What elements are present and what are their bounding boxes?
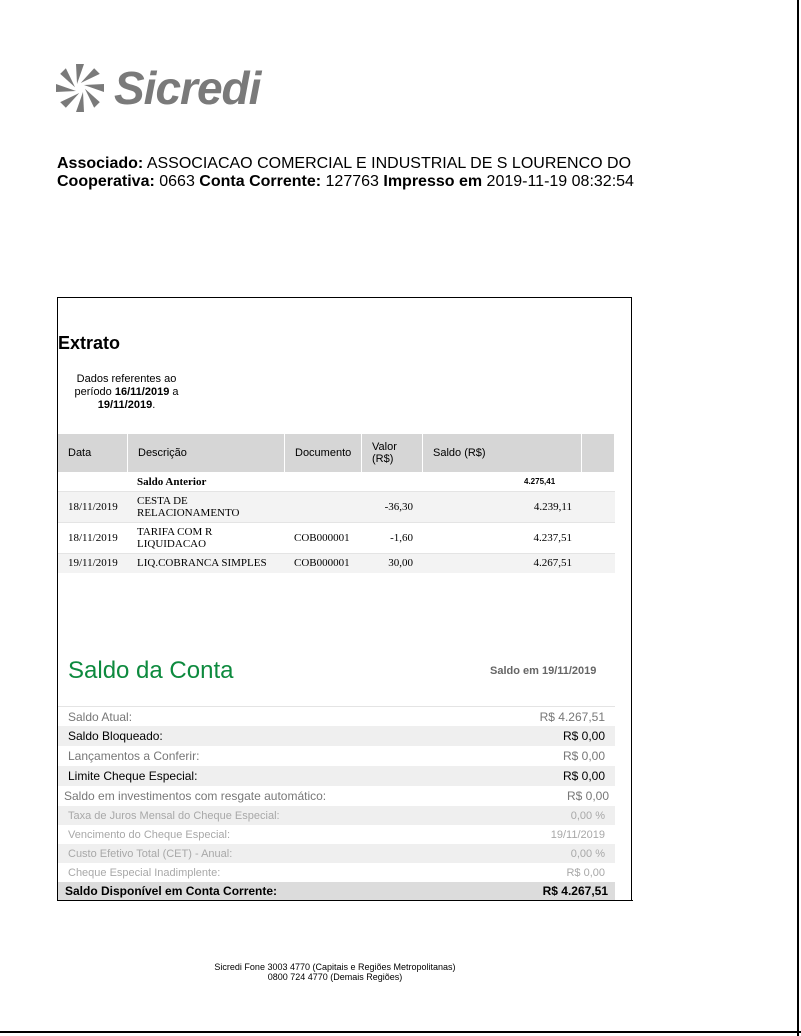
row-valor: -1,60 <box>390 532 413 544</box>
summary-label: Saldo em investimentos com resgate automático: <box>64 789 327 803</box>
saldo-anterior-label: Saldo Anterior <box>137 476 207 488</box>
summary-row <box>58 746 615 766</box>
impresso-label: Impresso em <box>383 173 483 190</box>
summary-value: 0,00 % <box>570 847 605 860</box>
summary-label: Custo Efetivo Total (CET) - Anual: <box>68 847 233 860</box>
summary-row <box>58 726 615 746</box>
page-border-right <box>797 0 799 1036</box>
row-documento: COB000001 <box>294 557 350 569</box>
summary-label: Vencimento do Cheque Especial: <box>68 828 231 841</box>
summary-row-total <box>58 882 615 900</box>
account-info <box>57 155 634 191</box>
header-saldo: Saldo (R$) <box>423 434 582 472</box>
summary-label: Saldo Disponível em Conta Corrente: <box>65 884 278 898</box>
associado-label: Associado: <box>57 155 144 172</box>
sicredi-pinwheel-icon <box>56 62 104 114</box>
periodo-end: . <box>152 399 156 411</box>
header-data: Data <box>58 434 128 472</box>
cooperativa-value: 0663 <box>159 173 195 190</box>
periodo-from: 16/11/2019 <box>114 386 170 398</box>
footer-line-2: 0800 724 4770 (Demais Regiões) <box>267 972 403 982</box>
cooperativa-label: Cooperativa: <box>57 173 155 190</box>
row-saldo: 4.267,51 <box>533 557 572 569</box>
impresso-value: 2019-11-19 08:32:54 <box>486 173 634 190</box>
periodo-to: 19/11/2019 <box>97 399 153 411</box>
table-row-saldo-anterior <box>58 473 615 491</box>
row-descricao: CESTA DE RELACIONAMENTO <box>137 495 240 519</box>
row-valor: 30,00 <box>388 557 413 569</box>
summary-label: Taxa de Juros Mensal do Cheque Especial: <box>68 809 280 822</box>
summary-row <box>58 766 615 786</box>
conta-value: 127763 <box>325 173 379 190</box>
extrato-title: Extrato <box>58 333 121 353</box>
cooperativa-line <box>57 173 634 191</box>
summary-label: Saldo Bloqueado: <box>68 729 163 743</box>
footer-line-1: Sicredi Fone 3003 4770 (Capitais e Regiões Metropolitanas) <box>214 962 456 972</box>
summary-row <box>58 806 615 825</box>
table-row <box>58 523 615 553</box>
saldo-conta-title: Saldo da Conta <box>68 657 234 684</box>
summary-value: 0,00 % <box>570 809 605 822</box>
header-documento: Documento <box>285 434 362 472</box>
saldo-anterior-value: 4.275,41 <box>524 477 556 486</box>
conta-label: Conta Corrente: <box>199 173 322 190</box>
summary-label: Cheque Especial Inadimplente: <box>68 866 221 879</box>
row-documento: COB000001 <box>294 532 350 544</box>
brand-name: Sicredi <box>114 62 261 114</box>
summary-value: R$ 0,00 <box>562 729 605 743</box>
row-data: 19/11/2019 <box>68 557 118 569</box>
footer-contact <box>180 962 490 982</box>
row-descricao: TARIFA COM R LIQUIDACAO <box>137 526 213 550</box>
summary-row <box>58 786 615 806</box>
associado-value: ASSOCIACAO COMERCIAL E INDUSTRIAL DE S LOURENCO DO <box>146 155 632 172</box>
summary-row <box>58 707 615 726</box>
summary-label: Saldo Atual: <box>68 709 133 724</box>
summary-row <box>58 825 615 844</box>
row-valor: -36,30 <box>384 501 413 513</box>
periodo-pre: Dados referentes ao período <box>74 373 177 398</box>
summary-value: R$ 4.267,51 <box>539 709 605 724</box>
summary-label: Lançamentos a Conferir: <box>68 749 200 763</box>
row-descricao: LIQ.COBRANCA SIMPLES <box>137 557 267 569</box>
table-row <box>58 554 615 573</box>
periodo-mid: a <box>172 386 179 398</box>
row-data: 18/11/2019 <box>68 532 118 544</box>
summary-row <box>58 863 615 882</box>
row-data: 18/11/2019 <box>68 501 118 513</box>
row-saldo: 4.237,51 <box>533 532 572 544</box>
summary-value: R$ 0,00 <box>566 789 609 803</box>
summary-label: Limite Cheque Especial: <box>68 769 198 783</box>
table-header <box>58 434 615 472</box>
sicredi-logo <box>56 60 260 116</box>
saldo-date-label: Saldo em 19/11/2019 <box>490 665 597 677</box>
summary-value: R$ 0,00 <box>562 769 605 783</box>
table-row <box>58 492 615 522</box>
associado-line <box>57 155 634 173</box>
summary-value: 19/11/2019 <box>550 828 605 841</box>
row-saldo: 4.239,11 <box>533 501 572 513</box>
summary-value: R$ 0,00 <box>562 749 605 763</box>
summary-value: R$ 0,00 <box>566 866 605 879</box>
summary-value: R$ 4.267,51 <box>542 884 608 898</box>
header-valor: Valor (R$) <box>362 434 423 472</box>
periodo-text <box>64 373 189 412</box>
header-spacer <box>582 434 615 472</box>
summary-row <box>58 844 615 863</box>
statement-box-bottom <box>57 900 633 901</box>
header-descricao: Descrição <box>128 434 285 472</box>
page-border-bottom <box>0 1031 801 1033</box>
